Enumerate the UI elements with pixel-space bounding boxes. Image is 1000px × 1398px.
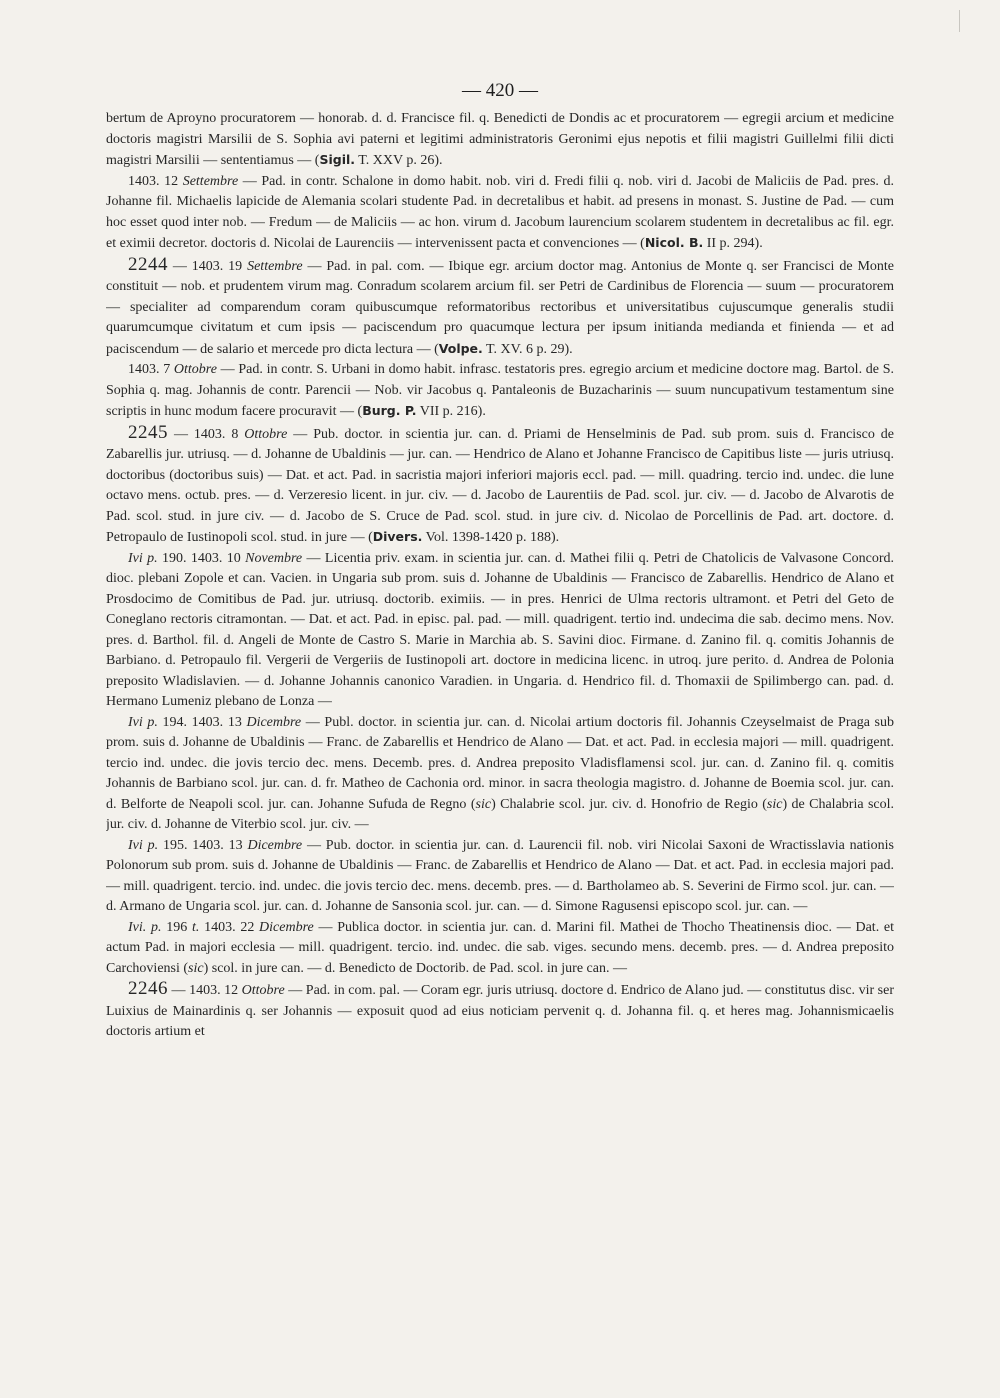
text-run: ) de Chalabria scol. jur. civ. d. Johanne de Viterbio scol. jur. civ. — <box>106 796 894 832</box>
text-run: — Pad. in contr. S. Urbani in domo habit. infrasc. testatoris pres. egregio arcium et medicine doctore mag. Bartol. de S. Sophia q. mag. Johannis de contr. Parencii — Nob. vir Jacobus q. Pantaleonis de Buzacharinis — suum nuncupativum testamentum sine scriptis in hunc modum facere procuravit — ( <box>106 362 894 419</box>
paragraph-p-1403-sept-12 <box>106 172 894 255</box>
source-citation: Burg. P. <box>362 403 417 418</box>
paragraph-p-ivi-190 <box>106 549 894 713</box>
document-body <box>106 109 894 1344</box>
text-run: — Pad. in contr. Schalone in domo habit. nob. viri d. Fredi filii q. nob. viri d. Jacobi de Maliciis de Pad. pres. d. Johanne fil. Michaelis lapicide de Alemania scolari studente Pad. in decretalibus et habit. ad presens in monast. S. Justine de Pad. — cum hoc esset quod inter nob. — Fredum — de Maliciis — ac hon. virum d. Jacobum laurencium scolarem studentem in decretalibus ac fil. egr. et eximii decretor. doctoris d. Nicolai de Laurenciis — intervenissent pacta et convenciones — ( <box>106 173 894 251</box>
text-run: — Pad. in com. pal. — Coram egr. juris utriusq. doctore d. Endrico de Alano jud. — constitutus disc. vir ser Luixius de Mainardinis q. ser Johannis — exposuit quod ad eius noticiam pervenit q. d. Johanna fil. q. et heres mag. Johannismicaelis doctoris artium et <box>106 983 894 1039</box>
italic-run: Ottobre <box>241 983 285 998</box>
paragraph-p-cont <box>106 109 894 172</box>
italic-run: Settembre <box>247 258 303 274</box>
italic-run: Settembre <box>182 173 239 189</box>
source-citation: Divers. <box>372 529 423 544</box>
paragraph-p-1403-ott-7 <box>106 360 894 423</box>
text-run: — Pad. in pal. com. — Ibique egr. arcium doctor mag. Antonius de Monte q. ser Francisci de Monte constituit — nob. et prudentem virum mag. Conradum scolarem arcium fil. ser Petri de Cardinibus de Florencia — suum — procuratorem — specialiter ad comparendum coram quibuscumque reformatoribus rectoribus et universitatibus cujuscumque generalis studii quarumcumque civitatum et cum ipsis — paciscendum pro quacumque lectura per ipsum initianda medianda et finienda — et ad paciscendum — de salario et mercede pro dicta lectura — ( <box>106 258 894 357</box>
paragraph-p-2244 <box>106 255 894 361</box>
text-run: — 1403. 19 <box>168 258 248 274</box>
text-run: II p. 294). <box>703 236 763 251</box>
paragraph-p-ivi-195 <box>106 836 894 918</box>
italic-run: Ottobre <box>173 362 217 377</box>
page-edge-mark <box>959 10 960 32</box>
text-run: VII p. 216). <box>416 404 486 419</box>
text-run: — Publ. doctor. in scientia jur. can. d. Nicolai artium doctoris fil. Johannis Czeyselmaist de Praga sub prom. suis d. Johanne de Ubaldinis — Franc. de Zabarellis et Hendrico de Alano — Dat. et act. Pad. in ecclesia majori — mill. quadrigent. tercio ind. undec. die jovis tercio dec. mens. Decemb. pres. d. Andrea preposito Vladisflamensi scol. jur. can. d. Zanino fil. q. comitis Johannis de Barbiano scol. jur. can. d. fr. Matheo de Cachonia ord. minor. in sacra theologia magistro. d. Johanne de Boemia scol. jur. can. d. Belforte de Neapoli scol. jur. can. Johanne Sufuda de Regno ( <box>106 714 894 812</box>
text-run: 196 <box>161 919 192 935</box>
text-run: ) scol. in jure can. — d. Benedicto de Doctorib. de Pad. scol. in jure can. — <box>203 960 627 976</box>
italic-run: Ottobre <box>244 426 288 442</box>
italic-run: Ivi. p. <box>128 919 162 935</box>
text-run: — Pub. doctor. in scientia jur. can. d. Priami de Henselminis de Pad. sub prom. suis d. Francisco de Zabarellis jur. utriusq. — d. Johanne de Ubaldinis — jur. can. — Hendrico de Alano et Johanne Francisco de Capitibus liste — juris utriusq. doctoribus (doctoribus suis) — Dat. et act. Pad. in sacristia majori inferiori majoris eccl. pad. — mill. quadring. tercio ind. undec. die lune octavo mens. octub. pres. — d. Verzeresio licent. in jur. civ. — d. Jacobo de Laurentiis de Pad. scol. jur. civ. — d. Jacobo de Alvarotis de Pad. scol. stud. in jure civ. — d. Jacobo de S. Cruce de Pad. scol. stud. in jure civ. d. Nicolao de Porcellinis de Pad. art. doctore. d. Petropaulo de Iustinopoli scol. stud. in jure — ( <box>106 426 894 545</box>
document-number: 2245 <box>128 421 168 443</box>
paragraph-p-2246 <box>106 979 894 1043</box>
text-run: T. XV. 6 p. 29). <box>482 341 573 357</box>
text-run: 190. 1403. 10 <box>157 550 246 566</box>
italic-run: Dicembre <box>246 714 302 730</box>
text-run: Vol. 1398-1420 p. 188). <box>422 530 560 545</box>
source-citation: Nicol. B. <box>644 235 704 250</box>
text-run: 1403. 12 <box>128 173 183 189</box>
italic-run: Ivi p. <box>128 837 159 853</box>
text-run: — Pub. doctor. in scientia jur. can. d. Laurencii fil. nob. viri Nicolai Saxoni de Wractisslavia nationis Polonorum sub prom. suis d. Johanne de Ubaldinis — Franc. de Zabarellis et Hendrico de Alano — Dat. et act. Pad. in ecclesia majori pad. — mill. quadrigent. tercio. ind. undec. die jovis tercio dec. mens. decemb. pres. — d. Bartholameo ab. S. Severini de Firmo scol. jur. can. — d. Armano de Ungaria scol. jur. can. d. Johanne de Sansonia scol. jur. can. — d. Simone Ragusensi episcopo scol. jur. can. — <box>106 837 894 914</box>
italic-run: Dicembre <box>259 919 314 935</box>
source-citation: Sigil. <box>319 152 356 167</box>
document-number: 2246 <box>128 978 168 999</box>
text-run: 1403. 22 <box>199 919 260 935</box>
italic-run: Ivi p. <box>128 550 158 566</box>
italic-run: Dicembre <box>247 837 303 853</box>
text-run: — 1403. 12 <box>168 983 242 998</box>
paragraph-p-ivi-194 <box>106 713 894 836</box>
italic-run: sic <box>188 960 204 976</box>
page-number: — 420 — <box>462 80 538 101</box>
italic-run: sic <box>475 796 492 812</box>
text-run: — Publica doctor. in scientia jur. can. d. Marini fil. Mathei de Thocho Theatinensis dioc. — Dat. et actum Pad. in majori ecclesia — mill. quadrigent. tercio. ind. undec. die sab. viges. secundo mens. decemb. pres. — d. Andrea preposito Carchoviensi ( <box>106 919 894 976</box>
paragraph-p-2245 <box>106 423 894 549</box>
italic-run: Novembre <box>245 550 303 566</box>
text-run: T. XXV p. 26). <box>355 153 443 168</box>
italic-run: Ivi p. <box>128 714 158 730</box>
text-run: — 1403. 8 <box>168 426 245 442</box>
document-number: 2244 <box>128 253 168 275</box>
italic-run: sic <box>766 796 783 812</box>
source-citation: Volpe. <box>438 340 483 356</box>
paragraph-p-ivi-196 <box>106 918 894 980</box>
text-run: bertum de Aproyno procuratorem — honorab. d. d. Francisce fil. q. Benedicti de Dondis ac et procuratorem — egregii arcium et medicine doctoris magistri Marsilii de S. Sophia avi paterni et legitimi administratoris Geronimi ejus nepotis et filii magistri Guillelmi filii dicti magistri Marsilii — sententiamus — ( <box>106 111 894 168</box>
text-run: 194. 1403. 13 <box>157 714 247 730</box>
text-run: ) Chalabrie scol. jur. civ. d. Honofrio de Regio ( <box>491 796 767 812</box>
text-run: 195. 1403. 13 <box>158 837 248 853</box>
italic-run: t. <box>191 919 200 935</box>
text-run: 1403. 7 <box>128 362 174 377</box>
text-run: — Licentia priv. exam. in scientia jur. can. d. Mathei filii q. Petri de Chatolicis de Valvasone Concord. dioc. plebani Zopole et can. Vacien. in Ungaria sub prom. suis d. Johanne de Ubaldinis — Francisco de Zabarellis. Hendrico de Alano et Prosdocimo de Comitibus de Pad. jur. utriusq. doctorib. eximiis. — in pres. Henrici de Ulma rectoris ultramont. et Petri del Geto de Coneglano rectoris citramontan. — Dat. et act. Pad. in episc. pal. pad. — mill. quadrigent. tertio ind. undecima die sab. decimo mens. Nov. pres. d. Barthol. fil. d. Angeli de Monte de Castro S. Marie in Marchia ab. S. Savini dioc. Firmane. d. Zanino fil. q. comitis Johannis de Barbiano. d. Petropaulo fil. Vergerii de Vergeriis de Iustinopoli art. doctore in medicina licenc. in utroq. jure perito. d. Andrea de Polonia preposito Wladislavien. — d. Johanne Johannis canonico Varadien. in Ungaria. d. Hendrico fil. d. Thomaxii de Spilimbergo can. pad. d. Hermano Lumeniz plebano de Lonza — <box>106 550 894 709</box>
